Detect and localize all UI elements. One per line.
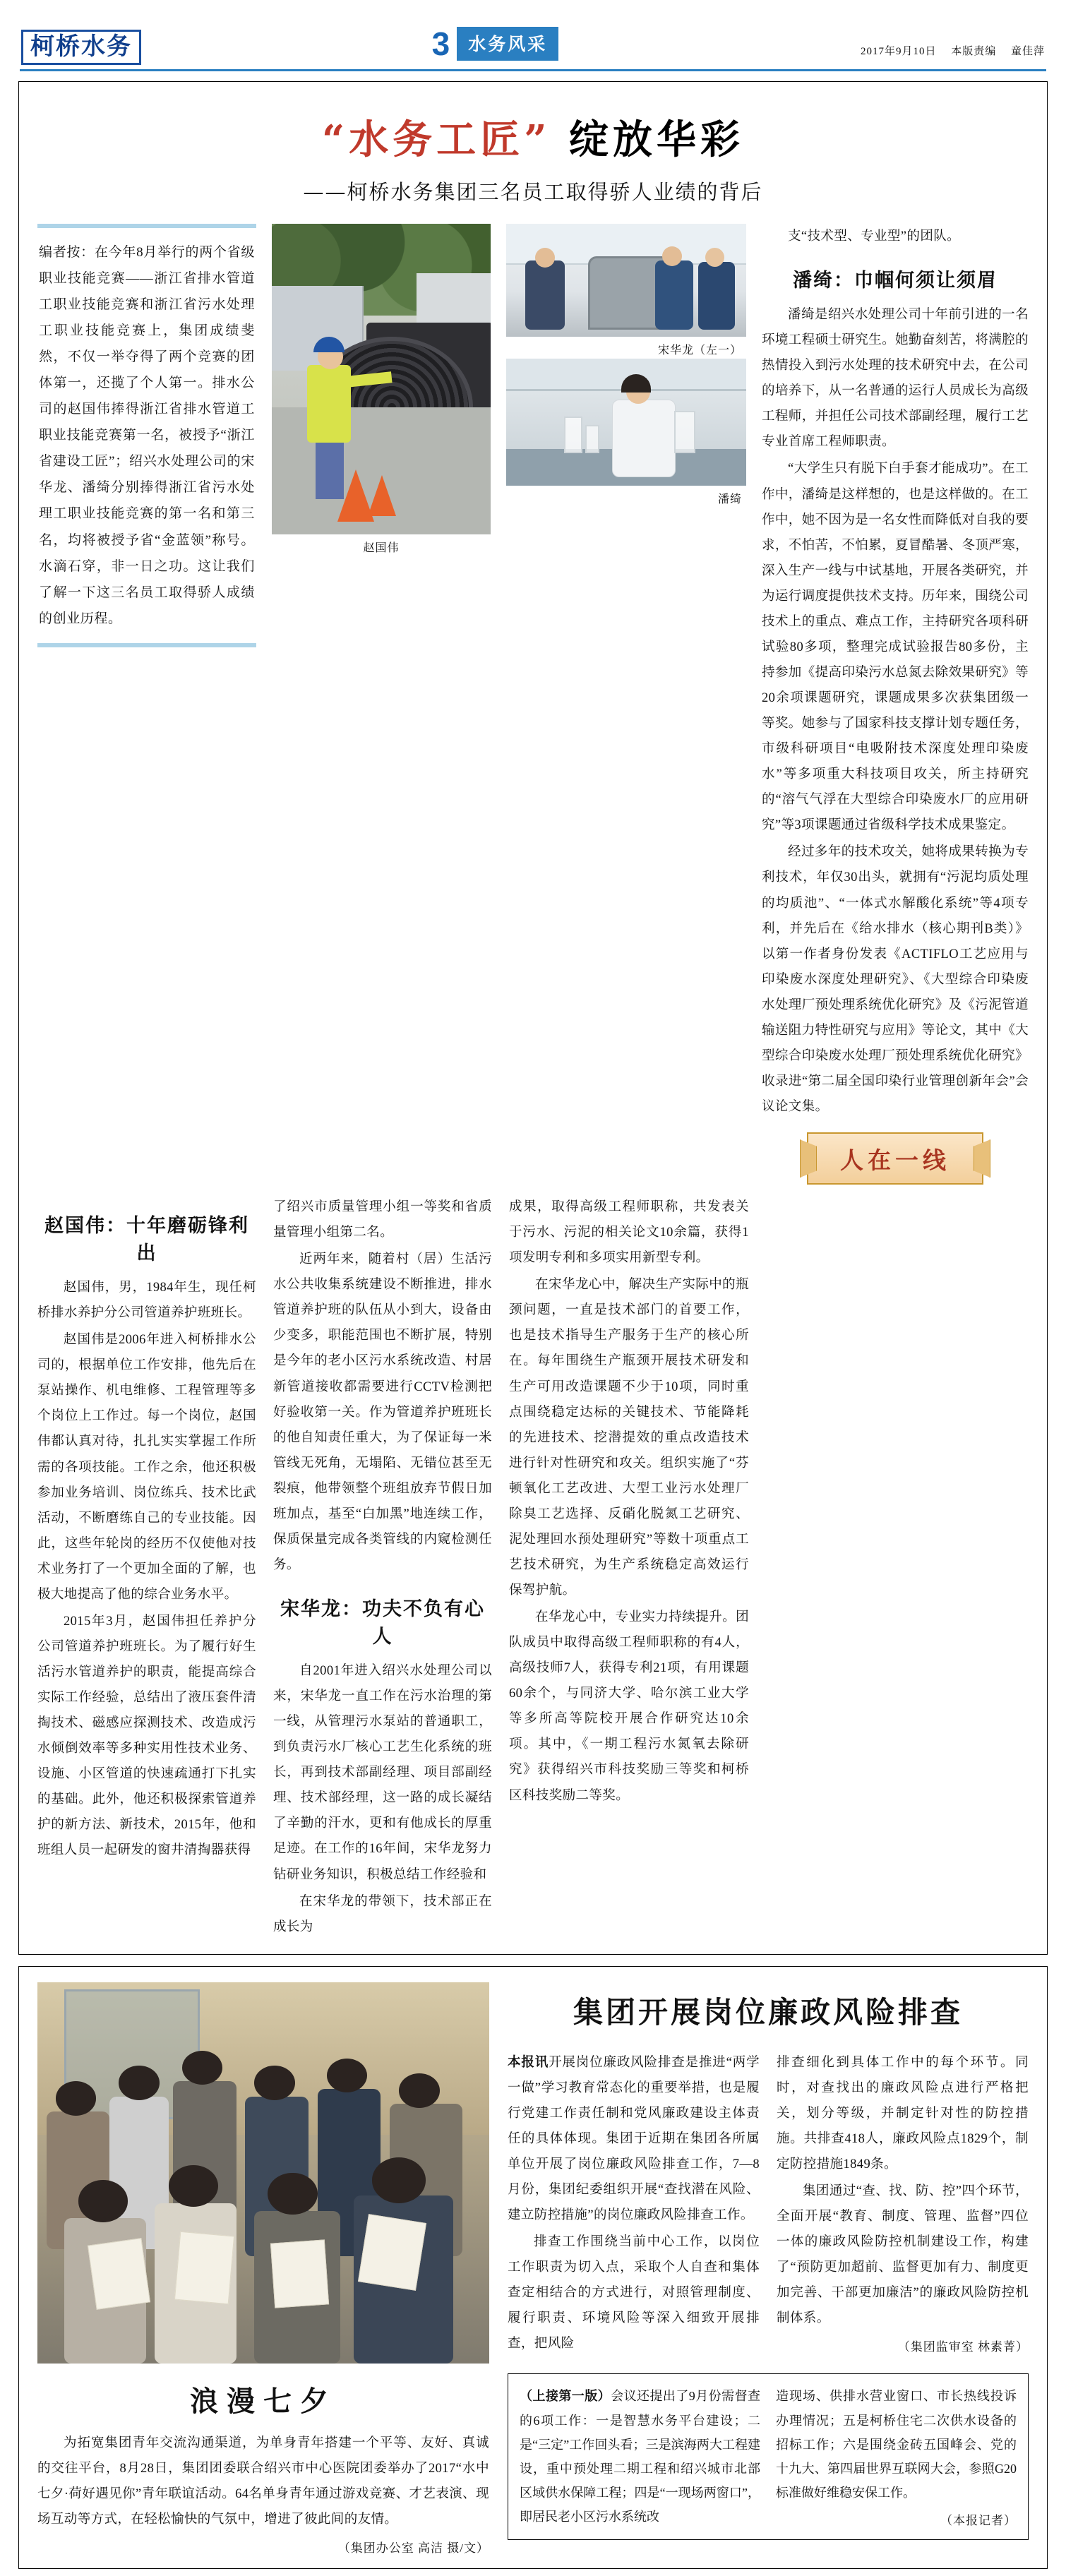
continuation-byline: （本报记者） (940, 2514, 1017, 2528)
continuation-col-right (776, 2384, 1017, 2529)
song-hualong-body (273, 1658, 492, 1940)
article-2-right-p1: 排查细化到具体工作中的每个环节。同时，对查找出的廉政风险点进行严格把关，划分等级，并制定针对性的防控措施。共排查418人，廉政风险点1829个，制定防控措施1849条。 (777, 2055, 1029, 2171)
photo-crowd-reading-leaflets (37, 1982, 489, 2364)
continuation-left-text (520, 2384, 760, 2529)
article-2 (18, 1966, 1048, 2569)
continuation-left-body: 会议还提出了9月份需督查的6项工作：一是智慧水务平台建设；二是“三定”工作回头看；三是滨海两大工程建设，重中预处理二期工程和绍兴城市北部区域供水保障工程；四是“一现场两窗口”，即居民老小区污水系统改 (520, 2389, 761, 2524)
article-2-col-left (508, 2050, 760, 2359)
mid-p1: 了绍兴市质量管理小组一等奖和省质量管理小组第二名。 (273, 1200, 492, 1240)
photo-woman-lab (506, 359, 746, 486)
column-badge (807, 1132, 983, 1185)
editor-note-column (37, 224, 256, 1185)
article-2-right-p2: 集团通过“查、找、防、控”四个环节，全面开展“教育、制度、管理、监督”四位一体的廉政风险防控机制建设工作，构建了“预防更加超前、监督更加有力、制度更加完善、干部更加廉洁”的廉政风险防控机制体系。 (777, 2184, 1029, 2326)
article-2-photo-column (37, 1982, 489, 2556)
article-1 (18, 81, 1048, 1955)
headline-quoted-part: “水务工匠” (322, 116, 551, 163)
mid-column-body (273, 1194, 492, 1578)
photo-feature-byline: （集团办公室 高洁 摄/文） (337, 2541, 489, 2555)
photo-caption-3: 潘绮 (717, 493, 742, 505)
lead-label: 本报讯 (508, 2055, 549, 2070)
photo-three-men-machine (506, 224, 746, 337)
photo-worker-hose-truck (272, 224, 491, 534)
article-2-left-p2: 排查工作围绕当前中心工作，以岗位工作职责为切入点，采取个人自查和集体查定相结合的方式进行，对照管理制度、履行职责、环境风险等深入细致开展排查，把风险 (508, 2235, 760, 2352)
article-2-title: 集团开展岗位廉政风险排查 (573, 1994, 963, 2030)
pan-qi-p3: 经过多年的技术攻关，她将成果转换为专利技术，年仅30出头，就拥有“污泥均质处理的均质池”、“一体式水解酸化系统”等4项专利，并先后在《给水排水（核心期刊B类）》以第一作者身份发表《ACTIFLO工艺应用与印染废水深度处理研究》、《大型综合印染废水处理厂预处理系统优化研究》及《污泥管道输送阻力特性研究与应用》等论文，其中《大型综合印染废水处理厂预处理系统优化研究》收录进“第二届全国印染行业管理创新年会”会议论文集。 (762, 845, 1029, 1114)
continuation-box (508, 2373, 1029, 2539)
photo-column-2 (506, 224, 746, 1185)
song-p2: 在宋华龙的带领下，技术部正在成长为 (273, 1894, 492, 1934)
pan-qi-p1: 潘绮是绍兴水处理公司十年前引进的一名环境工程硕士研究生。她勤奋刻苦，将满腔的热情投入到污水处理的技术研究中去，在公司的培养下，从一名普通的运行人员成长为高级工程师，并担任公司技术部副经理，履行工艺专业首席工程师职责。 (762, 308, 1029, 450)
article-1-headline (37, 109, 1029, 165)
section-tag: 水务风采 (457, 27, 558, 61)
continuation-label: （上接第一版） (520, 2389, 611, 2404)
continuation-col-left (520, 2384, 760, 2529)
zhao-p2: 赵国伟是2006年进入柯桥排水公司的，根据单位工作安排，他先后在泵站操作、机电维修、工程管理等多个岗位上工作过。每一个岗位，赵国伟都认真对待，扎扎实实掌握工作所需的各项技能。工作之余，他还积极参加业务培训、岗位练兵、技术比武活动，不断磨练自己的专业技能。因此，这些年轮岗的经历不仅使他对技术业务打了一个更加全面的了解，也极大地提高了他的综合业务水平。 (37, 1333, 256, 1602)
continuation-right-body: 造现场、供排水营业窗口、市长热线投诉办理情况；五是柯桥住宅二次供水设备的招标工作；六是围绕金砖五国峰会、党的十九大、第四届世界互联网大会，参照G20标准做好维稳安保工作。 (776, 2389, 1017, 2500)
photo-caption-text: 为拓宽集团青年交流沟通渠道，为单身青年搭建一个平等、友好、真诚的交往平台，8月28日，集团团委联合绍兴市中心医院团委举办了2017“水中七夕·荷好遇见你”青年联谊活动。64名单身青年通过游戏竞赛、才艺表演、现场互动等方式，在轻松愉快的气氛中，增进了彼此间的友情。 (37, 2436, 489, 2527)
article-1-lower-columns (37, 1194, 1029, 1941)
mid-p2: 近两年来，随着村（居）生活污水公共收集系统建设不断推进，排水管道养护班的队伍从小到大，设备由少变多，职能范围也不断扩展，特别是今年的老小区污水系统改造、村居新管道接收都需要进行CCTV检测把好验收第一关。作为管道养护班班长的他自知责任重大，为了保证每一米管线无死角，无塌陷、无错位甚至无裂痕，他带领整个班组放弃节假日加班加点，基至“白加黑”地连续工作，保质保量完成各类管线的内窥检测任务。 (273, 1252, 492, 1572)
article-2-grid (37, 1982, 1029, 2556)
zhao-guowei-body (37, 1275, 256, 1863)
mid-continuation-column (273, 1194, 492, 1941)
article-2-text-column (508, 1982, 1029, 2556)
right-lead-paragraph: 支“技术型、专业型”的团队。 (788, 229, 961, 244)
article-2-byline: （集团监审室 林素菁） (897, 2340, 1029, 2354)
pan-qi-body (762, 302, 1029, 1120)
article-2-col-right (777, 2050, 1029, 2359)
pan-qi-p2: “大学生只有脱下白手套才能成功”。在工作中，潘绮是这样想的，也是这样做的。在工作中，她不因为是一名女性而降低对自我的要求，不怕苦，不怕累，夏冒酷暑、冬顶严寒，深入生产一线与中试基地，开展各类研究，并为运行调度提供技术支持。历年来，围绕公司技术上的重点、难点工作，主持研究各项科研试验80多项，整理完成试验报告80多份，主持参加《提高印染污水总氮去除效果研究》等20余项课题研究，课题成果多次获集团级一等奖。她参与了国家科技支撑计划专题任务，市级科研项目“电吸附技术深度处理印染废水”等多项重大科技项目攻关，所主持研究的“溶气气浮在大型综合印染废水厂的应用研究”等3项课题通过省级科学技术成果鉴定。 (762, 462, 1029, 833)
photo-column-1 (272, 224, 491, 1185)
issue-date: 2017年9月10日 (860, 46, 937, 57)
masthead (18, 13, 1048, 65)
zhao-p1: 赵国伟，男，1984年生，现任柯桥排水养护分公司管道养护班班长。 (37, 1281, 256, 1321)
photo-caption-2: 宋华龙（左一） (657, 345, 742, 357)
article-1-subheadline: ——柯桥水务集团三名员工取得骄人业绩的背后 (303, 180, 763, 204)
photo-caption-1: 赵国伟 (363, 542, 400, 554)
results-p2: 在宋华龙心中，解决生产实际中的瓶颈问题，一直是技术部门的首要工作，也是技术指导生产服务于生产的核心所在。每年围绕生产瓶颈开展技术研发和生产可用改造课题不少于10项，同时重点围绕稳定达标的关键技术、节能降耗的先进技术、挖潜提效的重点改造技术进行针对性研究和攻关。组织实施了“芬顿氧化工艺改进、大型工业污水处理厂除臭工艺选择、反硝化脱氮工艺研究、泥处理回水预处理研究”等数十项重点工艺技术研究，为生产系统稳定高效运行保驾护航。 (509, 1278, 749, 1598)
article-2-left-p1-text: 开展岗位廉政风险排查是推进“两学一做”学习教育常态化的重要举措，也是履行党建工作责任制和党风廉政建设主体责任的具体体现。集团于近期在集团各所属单位开展了岗位廉政风险排查工作，7—8月份，集团纪委组织开展“查找潜在风险、建立防控措施”的岗位廉政风险排查工作。 (508, 2055, 760, 2223)
results-p1: 成果，取得高级工程师职称，共发表关于污水、污泥的相关论文10余篇，获得1项发明专利和多项实用新型专利。 (509, 1200, 749, 1266)
photo-feature-caption (37, 2431, 489, 2532)
song-p1: 自2001年进入绍兴水处理公司以来，宋华龙一直工作在污水治理的第一线，从管理污水泵站的普通职工，到负责污水厂核心工艺生化系统的班长，再到技术部副经理、项目部副经理、技术部经理，这一路的成长凝结了辛勤的汗水，更和有他成长的厚重足迹。在工作的16年间，宋华龙努力钻研业务知识，积极总结工作经验和 (273, 1664, 492, 1882)
masthead-center (141, 27, 849, 65)
editor-name: 童佳萍 (1010, 46, 1045, 57)
masthead-rule (20, 69, 1046, 71)
spacer-column (766, 1194, 1029, 1941)
editor-label: 本版责编 (951, 46, 997, 57)
publication-logo (21, 30, 141, 65)
right-column-lead (762, 224, 1029, 249)
article-2-left-p1 (508, 2050, 760, 2228)
photo-feature-title: 浪漫七夕 (190, 2384, 337, 2418)
editor-note: 编者按：在今年8月举行的两个省级职业技能竞赛——浙江省排水管道工职业技能竞赛和浙江省污水处理工职业技能竞赛上，集团成绩斐然，不仅一举夺得了两个竞赛的团体第一，还揽了个人第一。排水公司的赵国伟捧得浙江省排水管道工职业技能竞赛第一名，被授予“浙江省建设工匠”；绍兴水处理公司的宋华龙、潘绮分别捧得浙江省污水处理工职业技能竞赛的第一名和第三名，均将被授予省“金蓝领”称号。水滴石穿，非一日之功。这让我们了解一下这三名员工取得骄人成绩的创业历程。 (37, 224, 256, 647)
results-column-body (509, 1194, 749, 1809)
publication-name: 柯桥水务 (30, 32, 132, 61)
zhao-guowei-column (37, 1194, 256, 1941)
subsection-title-zhao-guowei: 赵国伟：十年磨砺锋利出 (44, 1215, 249, 1265)
masthead-meta (849, 43, 1045, 65)
subsection-title-pan-qi: 潘绮：巾帼何须让须眉 (793, 270, 998, 292)
article-2-two-columns (508, 2050, 1029, 2359)
subsection-title-song-hualong: 宋华龙：功夫不负有心人 (280, 1598, 485, 1648)
results-p3: 在华龙心中，专业实力持续提升。团队成员中取得高级工程师职称的有4人，高级技师7人，获得专利21项，有用课题60余个，与同济大学、哈尔滨工业大学等多所高等院校开展合作研究达10余项。其中，《一期工程污水氮氧去除研究》获得绍兴市科技奖励三等奖和柯桥区科技奖励二等奖。 (509, 1610, 749, 1803)
article-1-right-column (762, 224, 1029, 1185)
headline-rest-part: 绽放华彩 (568, 116, 744, 163)
page-number: 3 (431, 25, 450, 62)
column-badge-label: 人在一线 (840, 1146, 950, 1174)
article-1-top-grid (37, 224, 1029, 1185)
zhao-p3: 2015年3月，赵国伟担任养护分公司管道养护班班长。为了履行好生活污水管道养护的职责，能提高综合实际工作经验，总结出了液压套件清掏技术、磁感应探测技术、改造成污水倾倒效率等多种实用性技术业务、设施、小区管道的快速疏通打下扎实的基础。此外，他还积极探索管道养护的新方法、新技术，2015年，他和班组人员一起研发的窗井清掏器获得 (37, 1614, 256, 1858)
results-column (509, 1194, 749, 1941)
